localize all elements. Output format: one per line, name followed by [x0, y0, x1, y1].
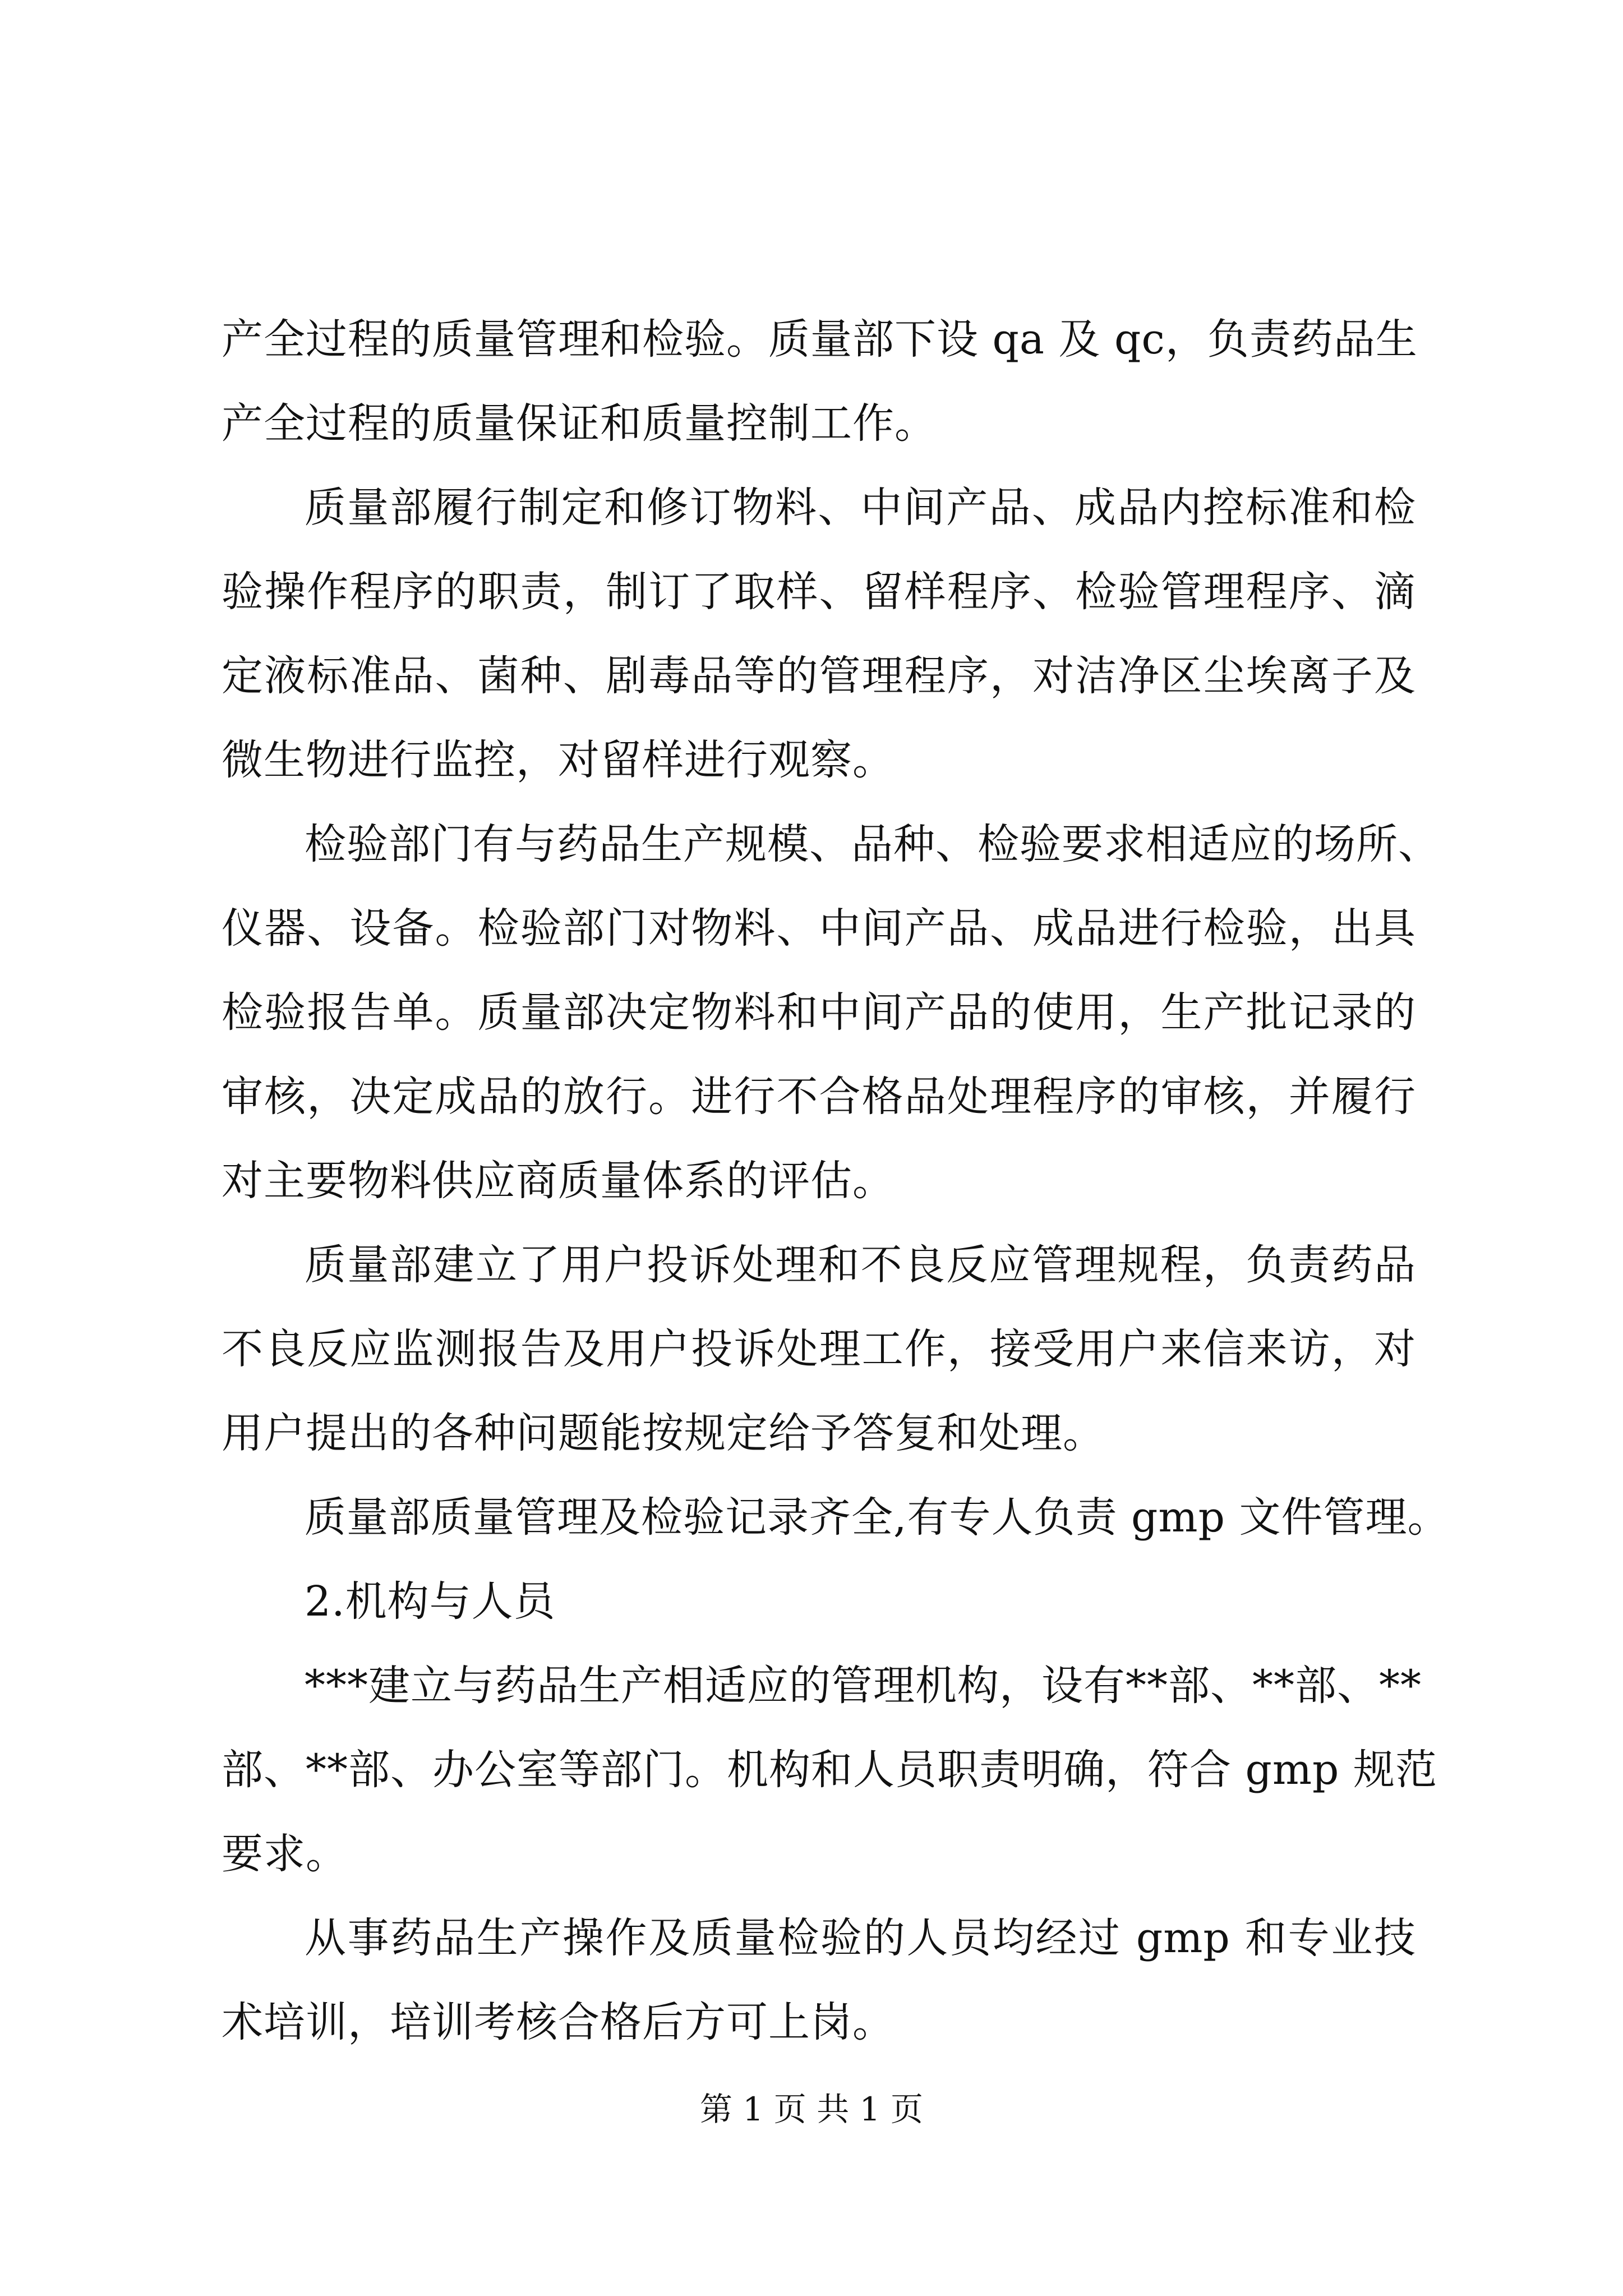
- page-footer: 第 1 页 共 1 页: [700, 2090, 923, 2128]
- text-line: 部、**部、办公室等部门。机构和人员职责明确，符合 gmp 规范: [222, 1746, 1437, 1794]
- text-line: 不良反应监测报告及用户投诉处理工作，接受用户来信来访，对: [222, 1325, 1416, 1373]
- text-line: 用户提出的各种问题能按规定给予答复和处理。: [222, 1409, 1105, 1457]
- text-line: 2.机构与人员: [305, 1577, 556, 1626]
- text-line: 要求。: [222, 1830, 348, 1878]
- text-line: 质量部质量管理及检验记录齐全,有专人负责 gmp 文件管理。: [305, 1493, 1450, 1542]
- document-body: [222, 297, 1450, 2064]
- text-line: 仪器、设备。检验部门对物料、中间产品、成品进行检验，出具: [222, 904, 1416, 953]
- text-line: 检验部门有与药品生产规模、品种、检验要求相适应的场所、: [305, 820, 1440, 868]
- text-line: 质量部履行制定和修订物料、中间产品、成品内控标准和检: [305, 484, 1416, 532]
- text-line: 审核，决定成品的放行。进行不合格品处理程序的审核，并履行: [222, 1073, 1416, 1121]
- text-line: 产全过程的质量保证和质量控制工作。: [222, 399, 937, 448]
- text-line: 定液标准品、菌种、剧毒品等的管理程序，对洁净区尘埃离子及: [222, 652, 1416, 700]
- text-line: 从事药品生产操作及质量检验的人员均经过 gmp 和专业技: [305, 1914, 1416, 1962]
- text-line: 验操作程序的职责，制订了取样、留样程序、检验管理程序、滴: [222, 568, 1416, 616]
- text-line: 术培训，培训考核合格后方可上岗。: [222, 1998, 895, 2046]
- text-line: 检验报告单。质量部决定物料和中间产品的使用，生产批记录的: [222, 988, 1416, 1037]
- text-line: 微生物进行监控，对留样进行观察。: [222, 736, 895, 784]
- text-line: 质量部建立了用户投诉处理和不良反应管理规程，负责药品: [305, 1241, 1416, 1289]
- text-line: 产全过程的质量管理和检验。质量部下设 qa 及 qc，负责药品生: [222, 315, 1418, 364]
- text-line: ***建立与药品生产相适应的管理机构，设有**部、**部、**: [305, 1662, 1422, 1710]
- text-line: 对主要物料供应商质量体系的评估。: [222, 1157, 895, 1205]
